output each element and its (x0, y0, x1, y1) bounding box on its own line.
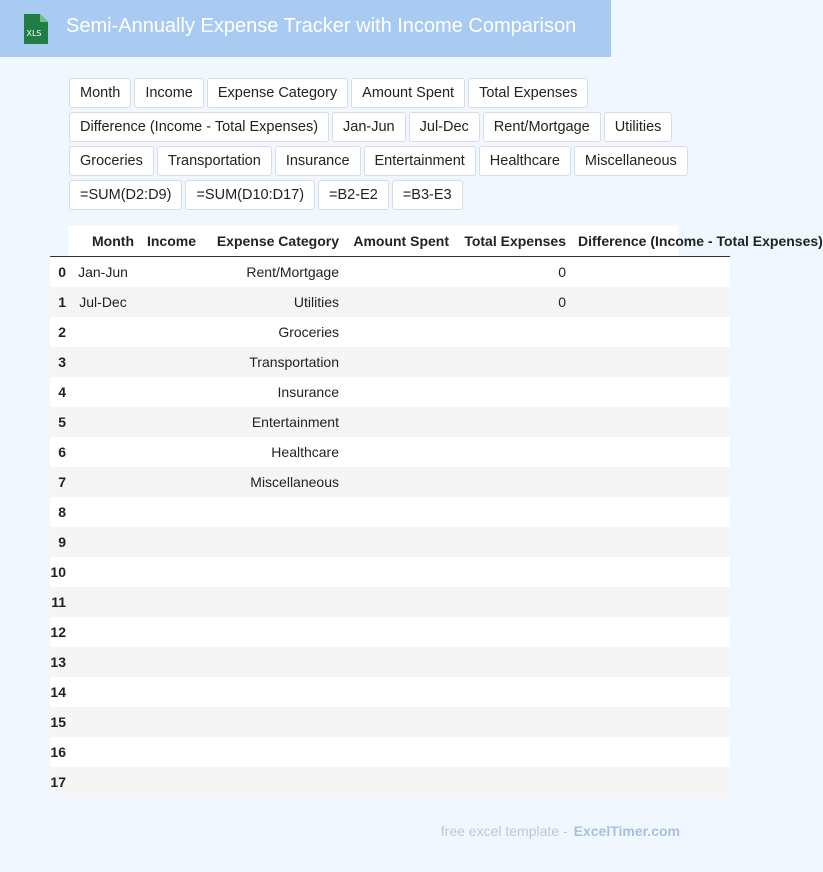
difference-cell (570, 407, 730, 437)
expense-category-cell: Groceries (278, 324, 339, 340)
income-cell (138, 407, 200, 437)
income-cell (138, 737, 200, 767)
income-cell (138, 437, 200, 467)
row-index: 6 (58, 444, 66, 460)
month-cell (68, 617, 138, 647)
row-index: 11 (51, 594, 66, 610)
month-cell (68, 677, 138, 707)
column-chip: =SUM(D10:D17) (185, 180, 315, 210)
amount-spent-cell (343, 317, 453, 347)
expense-category-cell: Rent/Mortgage (246, 264, 339, 280)
total-expenses-cell (453, 497, 570, 527)
amount-spent-cell (343, 407, 453, 437)
difference-cell (570, 317, 730, 347)
column-chip: Jul-Dec (409, 112, 480, 142)
income-cell (138, 467, 200, 497)
amount-spent-cell (343, 287, 453, 317)
column-chip: Rent/Mortgage (483, 112, 601, 142)
income-cell (138, 317, 200, 347)
expense-category-cell: Miscellaneous (250, 474, 339, 490)
income-cell (138, 707, 200, 737)
spreadsheet-preview (50, 226, 823, 797)
amount-spent-cell (343, 377, 453, 407)
month-cell (68, 407, 138, 437)
expense-category-cell (200, 617, 343, 647)
income-cell (138, 557, 200, 587)
column-chip: Miscellaneous (574, 146, 688, 176)
row-index: 3 (58, 354, 66, 370)
difference-cell (570, 617, 730, 647)
amount-spent-cell (343, 347, 453, 377)
table-row (50, 347, 730, 377)
row-index: 13 (50, 654, 66, 670)
income-cell (138, 767, 200, 797)
table-row (50, 437, 730, 467)
month-cell (68, 647, 138, 677)
column-chip: Utilities (604, 112, 673, 142)
total-expenses-cell (453, 467, 570, 497)
column-chip: Month (69, 78, 131, 108)
total-expenses-cell: 0 (558, 264, 566, 280)
column-chip: Entertainment (364, 146, 476, 176)
total-expenses-cell (453, 407, 570, 437)
table-row (50, 467, 730, 497)
row-index: 2 (58, 324, 66, 340)
difference-cell (570, 707, 730, 737)
income-cell (138, 587, 200, 617)
difference-cell (570, 437, 730, 467)
column-chip: Insurance (275, 146, 361, 176)
excel-file-icon (20, 13, 50, 45)
income-cell (138, 347, 200, 377)
income-cell (138, 257, 200, 288)
row-index: 15 (50, 714, 66, 730)
amount-spent-cell (343, 257, 453, 288)
expense-category-cell (200, 737, 343, 767)
table-row (50, 497, 730, 527)
column-chip: Healthcare (479, 146, 571, 176)
index-header (50, 226, 68, 257)
total-expenses-cell (453, 527, 570, 557)
row-index: 12 (50, 624, 66, 640)
table-row (50, 707, 730, 737)
column-chip: Total Expenses (468, 78, 588, 108)
total-expenses-cell (453, 767, 570, 797)
expense-category-cell (200, 767, 343, 797)
difference-cell (570, 587, 730, 617)
column-header-total-expenses: Total Expenses (453, 226, 570, 257)
amount-spent-cell (343, 647, 453, 677)
table-row (50, 767, 730, 797)
column-header-amount-spent: Amount Spent (343, 226, 453, 257)
data-table (50, 226, 823, 797)
table-row (50, 527, 730, 557)
total-expenses-cell (453, 347, 570, 377)
total-expenses-cell (453, 557, 570, 587)
total-expenses-cell (453, 617, 570, 647)
table-row (50, 287, 730, 317)
expense-category-cell: Insurance (277, 384, 339, 400)
expense-category-cell: Entertainment (251, 414, 339, 430)
total-expenses-cell (453, 317, 570, 347)
footer-text: free excel template - (440, 823, 568, 839)
column-chip: Income (134, 78, 204, 108)
column-chip: =B3-E3 (392, 180, 463, 210)
amount-spent-cell (343, 437, 453, 467)
amount-spent-cell (343, 767, 453, 797)
total-expenses-cell (453, 377, 570, 407)
expense-category-cell (200, 647, 343, 677)
amount-spent-cell (343, 467, 453, 497)
amount-spent-cell (343, 737, 453, 767)
row-index: 1 (58, 294, 66, 310)
expense-category-cell: Transportation (249, 354, 339, 370)
month-cell (68, 497, 138, 527)
column-chip: =SUM(D2:D9) (69, 180, 182, 210)
table-row (50, 677, 730, 707)
row-index: 14 (50, 684, 66, 700)
total-expenses-cell: 0 (558, 294, 566, 310)
table-row (50, 257, 730, 288)
total-expenses-cell (453, 587, 570, 617)
row-index: 9 (58, 534, 66, 550)
difference-cell (570, 377, 730, 407)
column-chip: Difference (Income - Total Expenses) (69, 112, 329, 142)
page-header (0, 0, 611, 57)
footer-credit (441, 823, 680, 839)
income-cell (138, 377, 200, 407)
expense-category-cell (200, 497, 343, 527)
row-index: 7 (58, 474, 66, 490)
table-row (50, 587, 730, 617)
icon-label: XLS (26, 29, 42, 38)
column-chip: Amount Spent (351, 78, 465, 108)
column-chip: Groceries (69, 146, 154, 176)
table-row (50, 407, 730, 437)
difference-cell (570, 497, 730, 527)
income-cell (138, 497, 200, 527)
difference-cell (570, 737, 730, 767)
column-chip: Transportation (157, 146, 272, 176)
total-expenses-cell (453, 677, 570, 707)
expense-category-cell (200, 557, 343, 587)
amount-spent-cell (343, 527, 453, 557)
expense-category-cell (200, 707, 343, 737)
income-cell (138, 647, 200, 677)
row-index: 4 (58, 384, 66, 400)
month-cell (68, 587, 138, 617)
column-chip: Expense Category (207, 78, 348, 108)
month-cell: Jul-Dec (79, 294, 127, 310)
total-expenses-cell (453, 707, 570, 737)
total-expenses-cell (453, 437, 570, 467)
table-row (50, 617, 730, 647)
column-chip: =B2-E2 (318, 180, 389, 210)
month-cell (68, 437, 138, 467)
column-chip: Jan-Jun (332, 112, 406, 142)
table-header-row (50, 226, 730, 257)
total-expenses-cell (453, 737, 570, 767)
column-header-difference: Difference (Income - Total Expenses) (570, 226, 730, 257)
expense-category-cell: Healthcare (271, 444, 339, 460)
row-index: 16 (50, 744, 66, 760)
amount-spent-cell (343, 707, 453, 737)
month-cell (68, 527, 138, 557)
row-index: 17 (50, 774, 66, 790)
row-index: 8 (58, 504, 66, 520)
table-row (50, 737, 730, 767)
month-cell (68, 467, 138, 497)
row-index: 10 (50, 564, 66, 580)
month-cell (68, 707, 138, 737)
difference-cell (570, 467, 730, 497)
footer-brand-link[interactable]: ExcelTimer.com (573, 823, 680, 839)
amount-spent-cell (343, 587, 453, 617)
amount-spent-cell (343, 677, 453, 707)
month-cell (68, 377, 138, 407)
difference-cell (570, 287, 730, 317)
difference-cell (570, 257, 730, 288)
total-expenses-cell (453, 647, 570, 677)
row-index: 5 (58, 414, 66, 430)
difference-cell (570, 557, 730, 587)
table-row (50, 377, 730, 407)
month-cell (68, 347, 138, 377)
month-cell: Jan-Jun (78, 264, 128, 280)
column-chip-list (69, 78, 694, 210)
table-row (50, 647, 730, 677)
amount-spent-cell (343, 617, 453, 647)
difference-cell (570, 677, 730, 707)
income-cell (138, 677, 200, 707)
table-row (50, 317, 730, 347)
month-cell (68, 737, 138, 767)
expense-category-cell (200, 527, 343, 557)
column-header-month: Month (68, 226, 138, 257)
expense-category-cell (200, 677, 343, 707)
page-title: Semi-Annually Expense Tracker with Income Comparison (66, 15, 577, 37)
difference-cell (570, 347, 730, 377)
expense-category-cell (200, 587, 343, 617)
column-header-income: Income (138, 226, 200, 257)
difference-cell (570, 527, 730, 557)
month-cell (68, 557, 138, 587)
amount-spent-cell (343, 557, 453, 587)
amount-spent-cell (343, 497, 453, 527)
income-cell (138, 527, 200, 557)
column-header-expense-category: Expense Category (200, 226, 343, 257)
difference-cell (570, 767, 730, 797)
difference-cell (570, 647, 730, 677)
income-cell (138, 287, 200, 317)
expense-category-cell: Utilities (293, 294, 339, 310)
income-cell (138, 617, 200, 647)
month-cell (68, 317, 138, 347)
table-row (50, 557, 730, 587)
row-index: 0 (58, 264, 66, 280)
month-cell (68, 767, 138, 797)
